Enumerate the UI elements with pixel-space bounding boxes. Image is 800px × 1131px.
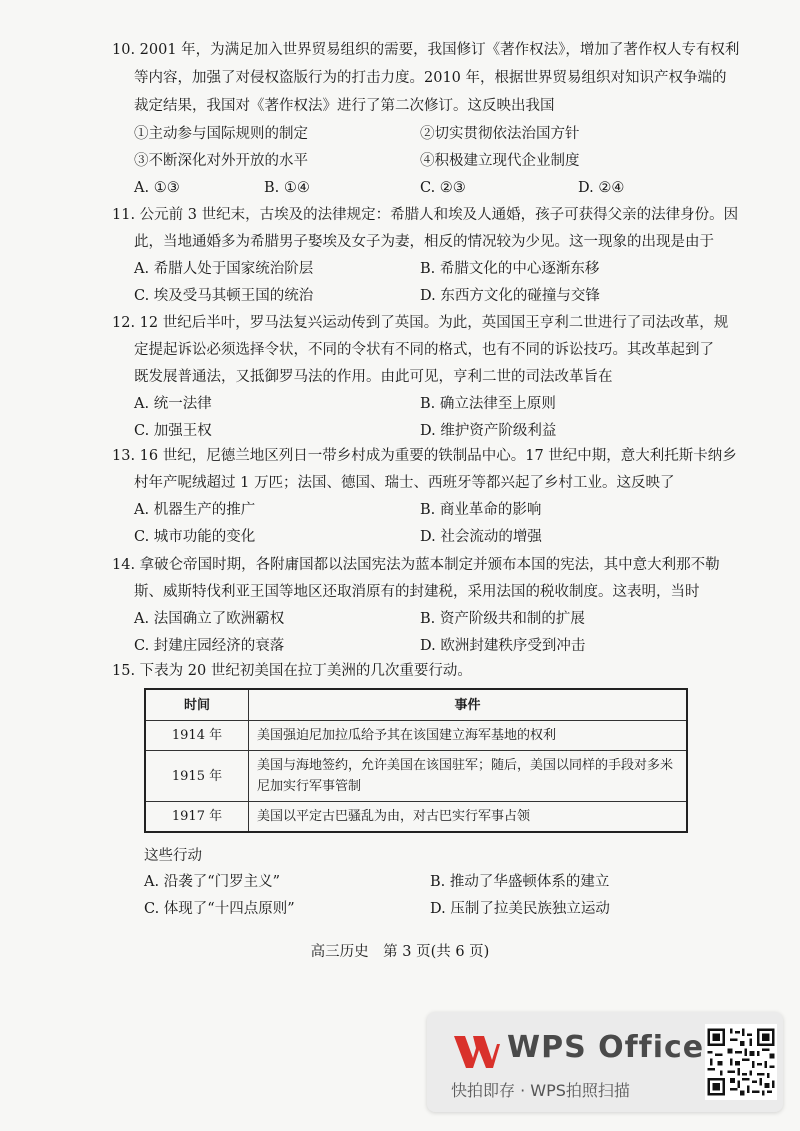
q11-option-c: C. 埃及受马其顿王国的统治: [134, 288, 314, 304]
q11-option-d: D. 东西方文化的碰撞与交锋: [420, 288, 600, 304]
q10-line-3: 裁定结果，我国对《著作权法》进行了第二次修订。这反映出我国: [134, 98, 555, 114]
q11-option-a: A. 希腊人处于国家统治阶层: [134, 261, 314, 277]
q15-option-d: D. 压制了拉美民族独立运动: [430, 901, 610, 917]
q14-line-2: 斯、威斯特伐利亚王国等地区还取消原有的封建税，采用法国的税收制度。这表明，当时: [134, 584, 700, 600]
q13-option-d: D. 社会流动的增强: [420, 529, 542, 545]
q11-line-1: 11. 公元前 3 世纪末，古埃及的法律规定：希腊人和埃及人通婚，孩子可获得父亲的法律身份。因: [112, 207, 739, 223]
table-row: [145, 721, 687, 751]
table-cell-event: 美国与海地签约，允许美国在该国驻军；随后，美国以同样的手段对多米尼加实行军事管制: [249, 751, 688, 802]
wps-logo-icon: [451, 1032, 501, 1072]
wps-watermark: [427, 1012, 783, 1112]
q12-option-c: C. 加强王权: [134, 423, 212, 439]
q13-option-a: A. 机器生产的推广: [134, 502, 256, 518]
table-row: [145, 751, 687, 802]
q15-option-c: C. 体现了“十四点原则”: [144, 901, 295, 917]
q14-option-c: C. 封建庄园经济的衰落: [134, 638, 285, 654]
q12-option-a: A. 统一法律: [134, 396, 212, 412]
q13-option-c: C. 城市功能的变化: [134, 529, 256, 545]
table-cell-event: 美国以平定古巴骚乱为由，对古巴实行军事占领: [249, 802, 688, 833]
q10-item-1: ①主动参与国际规则的制定: [134, 126, 308, 142]
q12-line-3: 既发展普通法，又抵御罗马法的作用。由此可见，亨利二世的司法改革旨在: [134, 369, 613, 385]
qr-code-icon: [705, 1024, 777, 1100]
table-header-event: 事件: [249, 689, 688, 721]
q14-line-1: 14. 拿破仑帝国时期，各附庸国都以法国宪法为蓝本制定并颁布本国的宪法，其中意大利那不勒: [112, 557, 720, 573]
q13-line-2: 村年产呢绒超过 1 万匹；法国、德国、瑞士、西班牙等都兴起了乡村工业。这反映了: [134, 475, 675, 491]
table-header-time: 时间: [145, 689, 249, 721]
q15-follow: 这些行动: [144, 848, 202, 864]
q10-option-a: A. ①③: [134, 180, 180, 196]
q12-line-1: 12. 12 世纪后半叶，罗马法复兴运动传到了英国。为此，英国国王亨利二世进行了司法改革，规: [112, 315, 729, 331]
q14-option-a: A. 法国确立了欧洲霸权: [134, 611, 285, 627]
table-cell-year: 1917 年: [145, 802, 249, 833]
q11-option-b: B. 希腊文化的中心逐渐东移: [420, 261, 600, 277]
table-cell-year: 1915 年: [145, 751, 249, 802]
table-header-row: [145, 689, 687, 721]
q10-option-b: B. ①④: [264, 180, 310, 196]
q15-option-a: A. 沿袭了“门罗主义”: [144, 874, 281, 890]
wps-brand: WPS Office: [507, 1030, 705, 1065]
q13-option-b: B. 商业革命的影响: [420, 502, 542, 518]
table-cell-event: 美国强迫尼加拉瓜给予其在该国建立海军基地的权利: [249, 721, 688, 751]
q15-option-b: B. 推动了华盛顿体系的建立: [430, 874, 610, 890]
q14-option-b: B. 资产阶级共和制的扩展: [420, 611, 585, 627]
q10-item-3: ③不断深化对外开放的水平: [134, 153, 308, 169]
q10-line-1: 10. 2001 年，为满足加入世界贸易组织的需要，我国修订《著作权法》，增加了著作权人专有权利: [112, 42, 740, 58]
q10-option-c: C. ②③: [420, 180, 466, 196]
q10-item-4: ④积极建立现代企业制度: [420, 153, 580, 169]
q14-option-d: D. 欧洲封建秩序受到冲击: [420, 638, 586, 654]
q10-option-d: D. ②④: [578, 180, 625, 196]
q12-option-d: D. 维护资产阶级利益: [420, 423, 557, 439]
page-footer: 高三历史 第 3 页(共 6 页): [310, 944, 490, 960]
events-table: [144, 688, 688, 833]
table-cell-year: 1914 年: [145, 721, 249, 751]
wps-slogan: 快拍即存 · WPS拍照扫描: [451, 1081, 630, 1100]
table-row: [145, 802, 687, 833]
q15-stem: 15. 下表为 20 世纪初美国在拉丁美洲的几次重要行动。: [112, 663, 472, 679]
q10-item-2: ②切实贯彻依法治国方针: [420, 126, 580, 142]
q13-line-1: 13. 16 世纪，尼德兰地区列日一带乡村成为重要的铁制品中心。17 世纪中期，意大利托斯卡纳乡: [112, 448, 737, 464]
q12-option-b: B. 确立法律至上原则: [420, 396, 556, 412]
q11-line-2: 此，当地通婚多为希腊男子娶埃及女子为妻，相反的情况较为少见。这一现象的出现是由于: [134, 234, 714, 250]
q12-line-2: 定提起诉讼必须选择令状，不同的令状有不同的格式，也有不同的诉讼技巧。其改革起到了: [134, 342, 714, 358]
q10-line-2: 等内容，加强了对侵权盗版行为的打击力度。2010 年，根据世界贸易组织对知识产权争端的: [134, 70, 727, 86]
